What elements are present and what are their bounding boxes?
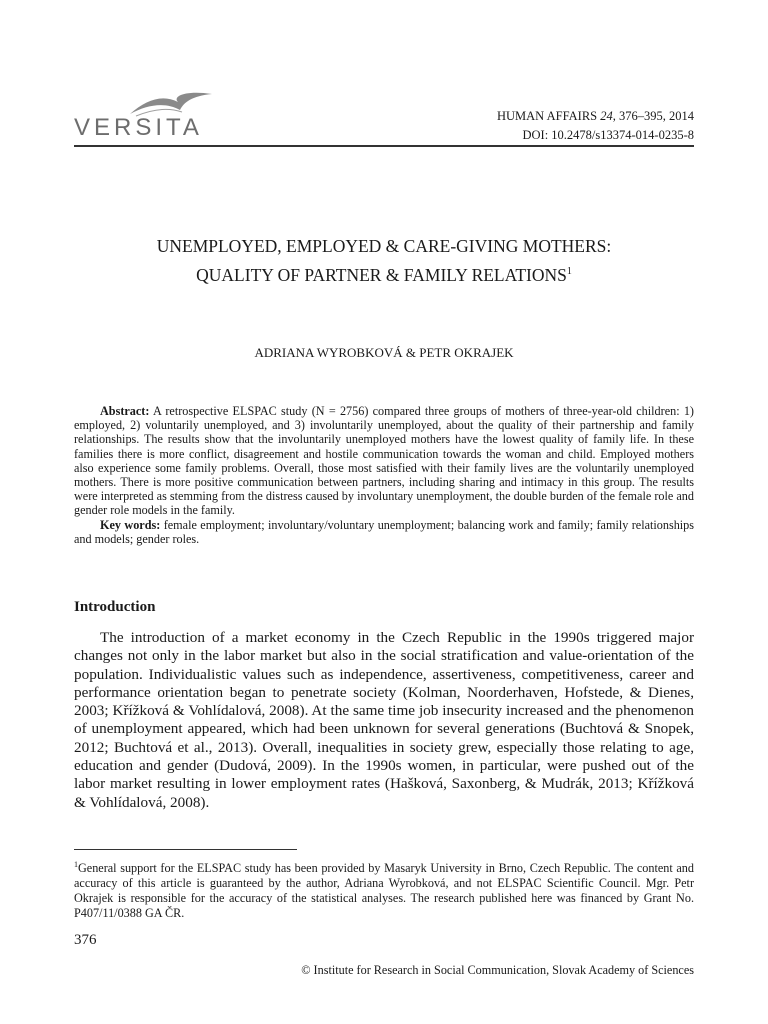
page-number: 376 — [74, 932, 97, 948]
article-authors: ADRIANA WYROBKOVÁ & PETR OKRAJEK — [254, 345, 514, 360]
doi-line: DOI: 10.2478/s13374-014-0235-8 — [522, 128, 694, 142]
title-line-2: QUALITY OF PARTNER & FAMILY RELATIONS$^1$ — [196, 264, 572, 285]
abstract-text: A retrospective ELSPAC study (N = 2756) compared three groups of mothers of three-year-old children: 1) employed, 2) voluntarily unemployed, and 3) involuntarily unemployed, about the quality of their partnership and family relationships. The results show that the involuntarily unemployed mothers have the lowest quality of family life. In these families there is more conflict, disagreement and hostile communication towards the woman and child. Employed mothers also experience some family problems. Overall, those most satisfied with their family lives are the voluntarily unemployed mothers. There is more positive communication between partners, including sharing and intimacy in this group. The results were interpreted as stemming from the distress caused by involuntary unemployment, the double burden of the female role and gender role models in the family. — [74, 404, 694, 518]
copyright-notice: © Institute for Research in Social Communication, Slovak Academy of Sciences — [301, 963, 694, 977]
title-line-1: UNEMPLOYED, EMPLOYED & CARE-GIVING MOTHERS: — [156, 236, 612, 256]
footnote-rule — [74, 849, 297, 850]
journal-line: HUMAN AFFAIRS 24, 376–395, 2014 — [496, 109, 694, 123]
footnote-text: General support for the ELSPAC study has been provided by Masaryk University in Brno, Czech Republic. The content and accuracy of this article is guaranteed by the author, Adriana Wyrobková, and not ELSPAC Scientific Council. Mgr. Petr Okrajek is responsible for the accuracy of the statistical analyses. The research published here was financed by Grant No. P407/11/0388 GA ČR. — [74, 861, 694, 921]
footnote — [74, 857, 694, 921]
abstract-paragraph — [74, 404, 694, 518]
header-rule — [74, 145, 694, 147]
abstract-label: Abstract: — [100, 404, 150, 418]
introduction-paragraph: The introduction of a market economy in the Czech Republic in the 1990s triggered major changes not only in the labor market but also in the social stratification and value-orientation of the population. Individualistic values such as independence, assertiveness, competitiveness, career and performance orientation began to penetrate society (Kolman, Noorderhaven, Hofstede, & Dienes, 2003; Křížková & Vohlídalová, 2008). At the same time job insecurity increased and the phenomenon of unemployment appeared, which had been unknown for several generations (Buchtová & Snopek, 2012; Buchtová et al., 2013). Overall, inequalities in society grew, especially those relating to age, education and gender (Dudová, 2009). In the 1990s women, in particular, were pushed out of the labor market resulting in lower employment rates (Hašková, Saxonberg, & Mudrák, 2013; Křížková & Vohlídalová, 2008). — [74, 629, 694, 811]
title-footnote-mark: 1 — [566, 266, 572, 277]
article-title — [74, 234, 694, 288]
section-heading-introduction: Introduction — [74, 599, 156, 615]
footnote-mark: 1 — [74, 860, 78, 869]
keywords-paragraph — [74, 518, 694, 546]
abstract-block — [74, 404, 694, 546]
journal-citation — [497, 107, 694, 145]
publisher-logo: VERSITA — [74, 114, 203, 141]
keywords-label: Key words: — [100, 517, 161, 532]
keywords-text: female employment; involuntary/voluntary unemployment; balancing work and family; family relationships and models; gender roles. — [74, 517, 695, 546]
